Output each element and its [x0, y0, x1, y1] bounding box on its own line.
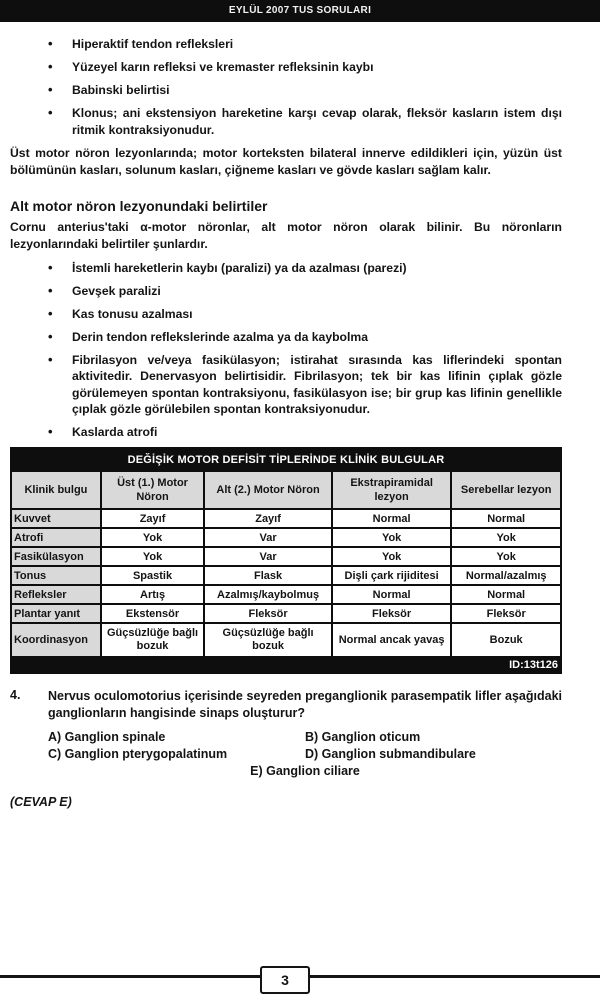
table-header: Klinik bulgu [11, 471, 101, 509]
option-b: B) Ganglion oticum [305, 730, 421, 744]
option-d: D) Ganglion submandibulare [305, 747, 476, 761]
table-row [11, 585, 561, 604]
table-cell: Artış [101, 585, 204, 604]
clinical-findings-table [10, 447, 562, 674]
table-cell: Yok [101, 547, 204, 566]
table-cell: Bozuk [451, 623, 561, 657]
table-cell: Yok [332, 528, 451, 547]
table-cell: Yok [451, 547, 561, 566]
table-cell: Flask [204, 566, 332, 585]
table-cell: Refleksler [11, 585, 101, 604]
list-item: • İstemli hareketlerin kaybı (paralizi) ya da azalması (parezi) [48, 260, 562, 277]
table-cell: Koordinasyon [11, 623, 101, 657]
table-cell: Fleksör [332, 604, 451, 623]
table-cell: Normal [451, 585, 561, 604]
list-item: • Yüzeyel karın refleksi ve kremaster refleksinin kaybı [48, 59, 562, 76]
list-item: • Fibrilasyon ve/veya fasikülasyon; istirahat sırasında kas liflerindeki spontan aktivitedir. Denervasyon belirtisidir. Fibrilasyon; tek bir kas lifinin çıplak gözle görülemeyen spontan kontraksiyonu, fasikülasyon ise; bir grup kas lifinin genellikle çıplak gözle görülebilen spontan kontraksiyonudur. [48, 352, 562, 418]
option-c: C) Ganglion pterygopalatinum [48, 747, 228, 761]
table-header: Serebellar lezyon [451, 471, 561, 509]
table-cell: Zayıf [204, 509, 332, 528]
question [10, 688, 562, 722]
list-item: • Kaslarda atrofi [48, 424, 562, 441]
page-number: 3 [260, 966, 310, 994]
table-cell: Güçsüzlüğe bağlı bozuk [204, 623, 332, 657]
section-title: Alt motor nöron lezyonundaki belirtiler [10, 197, 268, 214]
table-cell: Spastik [101, 566, 204, 585]
upper-motor-sign-list [48, 36, 562, 138]
table-cell: Normal [332, 585, 451, 604]
page-content [10, 36, 562, 809]
question-text: Nervus oculomotorius içerisinde seyreden preganglionik parasempatik lifler aşağıdaki ganglionların hangisinde sinaps oluşturur? [48, 689, 562, 720]
table-cell: Kuvvet [11, 509, 101, 528]
table-cell: Var [204, 547, 332, 566]
table-cell: Yok [332, 547, 451, 566]
table-title: DEĞİŞİK MOTOR DEFİSİT TİPLERİNDE KLİNİK BULGULAR [11, 448, 561, 471]
table-cell: Fleksör [451, 604, 561, 623]
table-cell: Atrofi [11, 528, 101, 547]
lower-motor-intro: Cornu anterius'taki α-motor nöronlar, alt motor nöron olarak bilinir. Bu nöronların lezyonlarındaki belirtiler şunlardır. [10, 219, 562, 251]
list-item: • Kas tonusu azalması [48, 306, 562, 323]
table-cell: Normal [451, 509, 561, 528]
option-e: E) Ganglion ciliare [250, 764, 360, 778]
table-row [11, 509, 561, 528]
table-cell: Yok [451, 528, 561, 547]
table-cell: Var [204, 528, 332, 547]
option-a: A) Ganglion spinale [48, 730, 166, 744]
table-cell: Zayıf [101, 509, 204, 528]
table-header: Ekstrapiramidal lezyon [332, 471, 451, 509]
table-row [11, 604, 561, 623]
table-cell: Tonus [11, 566, 101, 585]
list-item: • Hiperaktif tendon refleksleri [48, 36, 562, 53]
table-header: Alt (2.) Motor Nöron [204, 471, 332, 509]
list-item: • Derin tendon reflekslerinde azalma ya da kaybolma [48, 329, 562, 346]
table-id: ID:13t126 [11, 657, 561, 673]
table-cell: Normal [332, 509, 451, 528]
answer-key: (CEVAP E) [10, 795, 72, 809]
table-row [11, 528, 561, 547]
table-row [11, 566, 561, 585]
table-cell: Azalmış/kaybolmuş [204, 585, 332, 604]
table-cell: Plantar yanıt [11, 604, 101, 623]
table-header: Üst (1.) Motor Nöron [101, 471, 204, 509]
list-item: • Klonus; ani ekstensiyon hareketine karşı cevap olarak, fleksör kasların istem dışı ritmik kontraksiyonudur. [48, 105, 562, 138]
table-id-row [11, 657, 561, 673]
lower-motor-sign-list [48, 260, 562, 441]
page-header: EYLÜL 2007 TUS SORULARI [0, 0, 600, 22]
upper-motor-paragraph: Üst motor nöron lezyonlarında; motor korteksten bilateral innerve edildikleri için, yüzün üst bölümünün kasları, solunum kasları, çiğneme kasları ve gövde kasları sağlam kalır. [10, 145, 562, 177]
table-row [11, 547, 561, 566]
table-cell: Normal ancak yavaş [332, 623, 451, 657]
answer-options [48, 730, 562, 781]
table-cell: Güçsüzlüğe bağlı bozuk [101, 623, 204, 657]
table-cell: Dişli çark rijiditesi [332, 566, 451, 585]
table-cell: Ekstensör [101, 604, 204, 623]
question-number: 4. [10, 688, 21, 702]
list-item: • Gevşek paralizi [48, 283, 562, 300]
table-cell: Fleksör [204, 604, 332, 623]
table-cell: Fasikülasyon [11, 547, 101, 566]
table-row [11, 623, 561, 657]
table-cell: Normal/azalmış [451, 566, 561, 585]
table-cell: Yok [101, 528, 204, 547]
list-item: • Babinski belirtisi [48, 82, 562, 99]
